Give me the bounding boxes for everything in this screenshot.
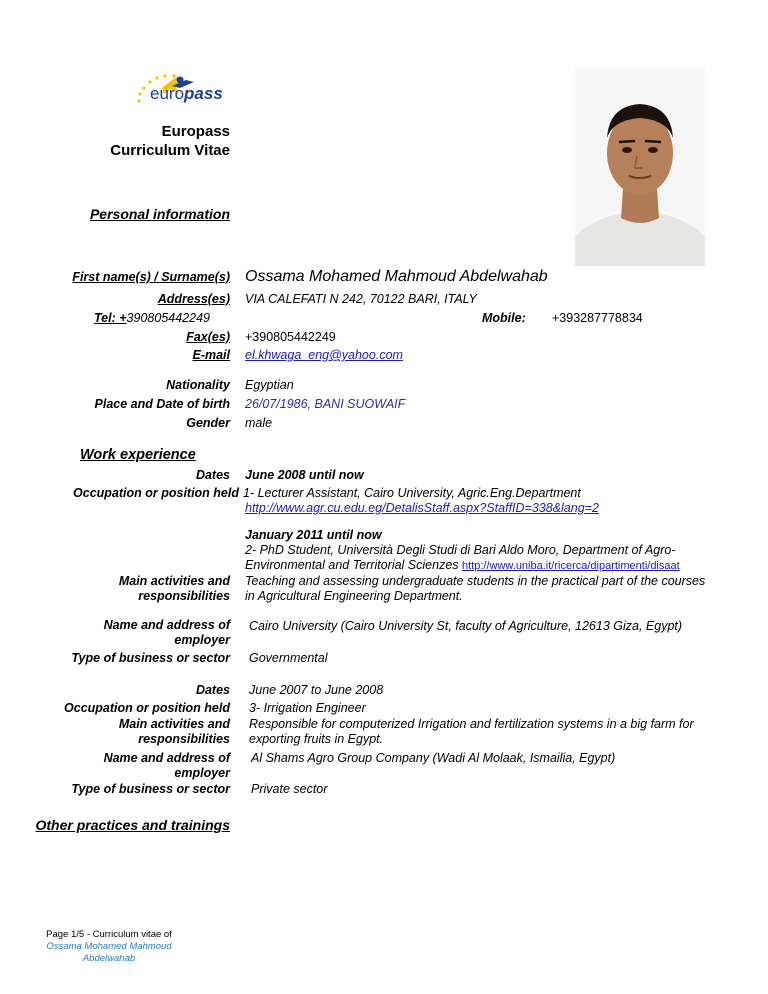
section-work-experience: Work experience xyxy=(80,447,196,463)
address-label: Address(es) xyxy=(157,292,230,306)
name-label: First name(s) / Surname(s) xyxy=(72,270,230,284)
mobile-value: +393287778834 xyxy=(552,311,643,325)
job2-business-label: Type of business or sector xyxy=(71,782,230,796)
email-link[interactable]: el.khwaga_eng@yahoo.com xyxy=(245,348,403,362)
job1-employer-label-1: Name and address of xyxy=(103,618,230,632)
email-label: E-mail xyxy=(192,348,230,362)
phd-line-2-text: Environmental and Territorial Scienzes xyxy=(245,558,463,572)
job2-activities-label-2: responsibilities xyxy=(138,732,230,746)
job2-dates-value: June 2007 to June 2008 xyxy=(249,683,384,697)
title-line-2: Curriculum Vitae xyxy=(110,142,230,159)
job2-dates-label: Dates xyxy=(195,683,230,697)
job1-staff-link[interactable]: http://www.agr.cu.edu.eg/DetalisStaff.aspx?StaffID=338&lang=2 xyxy=(245,501,599,515)
footer-page-info: Page 1/5 - Curriculum vitae of xyxy=(46,929,172,940)
job2-employer-label-2: employer xyxy=(174,766,230,780)
job2-employer-value: Al Shams Agro Group Company (Wadi Al Molaak, Ismailia, Egypt) xyxy=(251,751,616,765)
footer-name-line-2: Abdelwahab xyxy=(82,953,136,964)
job2-activities-line-2: exporting fruits in Egypt. xyxy=(249,732,384,746)
phd-line-1: 2- PhD Student, Università Degli Studi di Bari Aldo Moro, Department of Agro- xyxy=(245,543,676,557)
europass-wordmark xyxy=(150,84,223,104)
job1-activities-line-2: in Agricultural Engineering Department. xyxy=(245,589,463,603)
job1-employer-label xyxy=(104,618,230,648)
job1-activities-line-1: Teaching and assessing undergraduate students in the practical part of the courses xyxy=(245,574,706,588)
job1-activities-label xyxy=(119,574,230,604)
phd-department-link[interactable]: http://www.uniba.it/ricerca/dipartimenti/disaat xyxy=(462,560,680,572)
logo-text-euro: euro xyxy=(150,84,185,103)
job2-activities-value xyxy=(249,717,694,747)
job2-activities-label-1: Main activities and xyxy=(118,717,230,731)
job2-occupation-value: 3- Irrigation Engineer xyxy=(249,701,366,715)
job1-dates2-value: January 2011 until now xyxy=(245,528,382,542)
job1-activities-label-1: Main activities and xyxy=(118,574,230,588)
job1-employer-value: Cairo University (Cairo University St, faculty of Agriculture, 12613 Giza, Egypt) xyxy=(249,619,683,633)
tel-row xyxy=(94,311,210,325)
job1-dates-label: Dates xyxy=(195,468,230,482)
job2-occupation-label: Occupation or position held xyxy=(64,701,230,715)
job1-business-label: Type of business or sector xyxy=(71,651,230,665)
section-personal-information: Personal information xyxy=(89,206,230,222)
job1-employer-label-2: employer xyxy=(174,633,230,647)
footer-name-line-1: Ossama Mohamed Mahmoud xyxy=(46,941,172,952)
portrait-image xyxy=(575,68,705,266)
job1-occupation-value: 1- Lecturer Assistant, Cairo University, Agric.Eng.Department xyxy=(243,486,581,500)
job1-occupation-label: Occupation or position held xyxy=(73,486,239,500)
job2-activities-line-1: Responsible for computerized Irrigation and fertilization systems in a big farm for xyxy=(249,717,694,731)
gender-label: Gender xyxy=(186,416,230,430)
mobile-label: Mobile: xyxy=(482,311,526,325)
gender-value: male xyxy=(245,416,273,430)
fax-label: Fax(es) xyxy=(186,330,230,344)
title-line-1: Europass xyxy=(161,123,230,140)
logo-text-pass: pass xyxy=(184,84,223,103)
address-value: VIA CALEFATI N 242, 70122 BARI, ITALY xyxy=(245,292,477,306)
nationality-label: Nationality xyxy=(166,378,230,392)
page-footer xyxy=(34,929,184,965)
birth-label: Place and Date of birth xyxy=(94,397,230,411)
job2-business-value: Private sector xyxy=(251,782,328,796)
job2-employer-label xyxy=(104,751,230,781)
phd-line-2 xyxy=(245,558,680,572)
nationality-value: Egyptian xyxy=(245,378,294,392)
profile-photo xyxy=(575,68,705,266)
job1-dates-value: June 2008 until now xyxy=(245,468,364,482)
job1-business-value: Governmental xyxy=(249,651,328,665)
birth-value: 26/07/1986, BANI SUOWAIF xyxy=(245,397,406,411)
tel-value: 390805442249 xyxy=(126,311,210,325)
tel-label: Tel: + xyxy=(94,311,127,325)
fax-value: +390805442249 xyxy=(245,330,336,344)
section-other-practices: Other practices and trainings xyxy=(35,817,230,833)
job2-activities-label xyxy=(119,717,230,747)
name-value: Ossama Mohamed Mahmoud Abdelwahab xyxy=(245,268,548,285)
job2-employer-label-1: Name and address of xyxy=(103,751,230,765)
job1-activities-label-2: responsibilities xyxy=(138,589,230,603)
cv-title xyxy=(110,122,230,160)
job1-activities-value xyxy=(245,574,705,604)
